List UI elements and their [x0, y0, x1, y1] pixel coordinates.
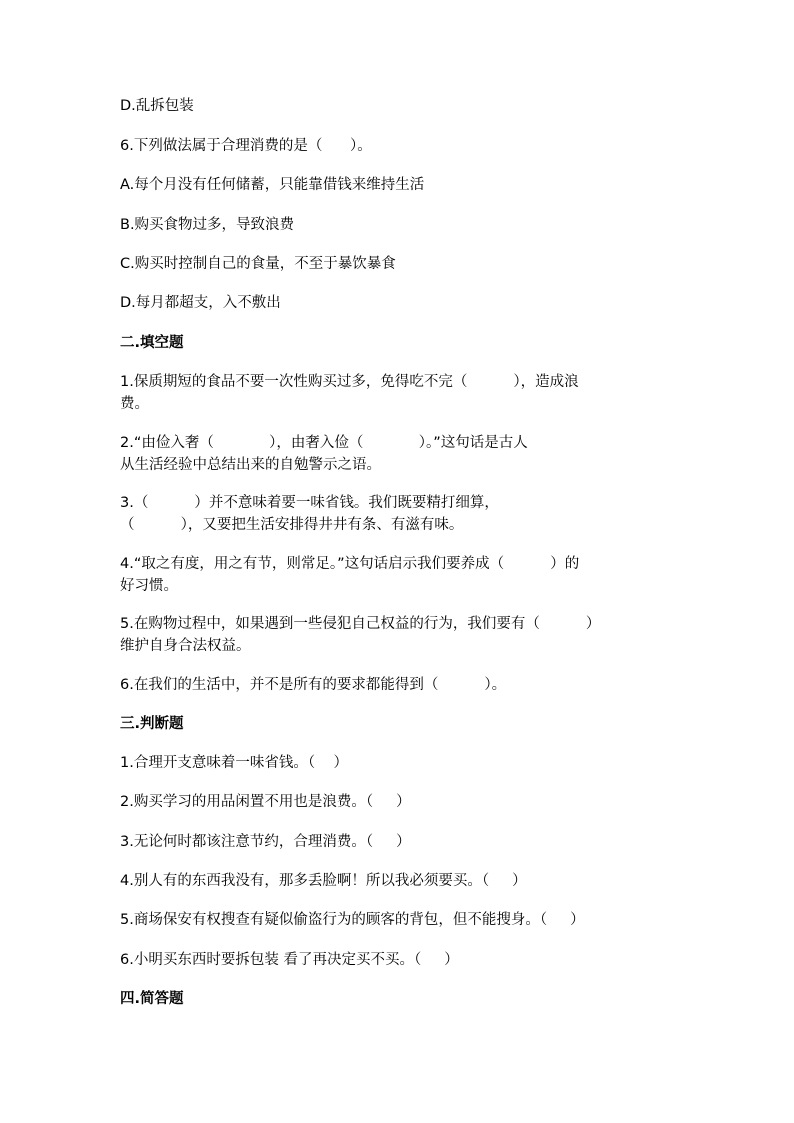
fill-question-1-line-1: 1.保质期短的食品不要一次性购买过多，免得吃不完（ ），造成浪 [120, 374, 579, 390]
fill-question-5-line-2: 维护自身合法权益。 [120, 638, 251, 654]
fill-question-3-line-2: （ ），又要把生活安排得井井有条、有滋有味。 [120, 517, 464, 533]
judge-question-1: 1.合理开支意味着一味省钱。（ ） [120, 755, 349, 771]
option-6-d: D.每月都超支，入不敷出 [120, 295, 281, 311]
fill-question-3-line-1: 3.（ ）并不意味着要一味省钱。我们既要精打细算， [120, 495, 499, 511]
section-heading-fill-blank: 二.填空题 [120, 335, 184, 351]
judge-question-2: 2.购买学习的用品闲置不用也是浪费。（ ） [120, 794, 411, 810]
fill-question-2-line-1: 2.“由俭入奢（ ），由奢入俭（ ）。”这句话是古人 [120, 435, 528, 451]
option-6-prev-d: D.乱拆包装 [120, 98, 194, 114]
section-heading-short-answer: 四.简答题 [120, 991, 184, 1007]
judge-question-4: 4.别人有的东西我没有，那多丢脸啊！所以我必须要买。（ ） [120, 873, 527, 889]
section-heading-true-false: 三.判断题 [120, 716, 184, 732]
fill-question-4-line-1: 4.“取之有度，用之有节，则常足。”这句话启示我们要养成（ ）的 [120, 556, 580, 572]
fill-question-1-line-2: 费。 [120, 396, 149, 412]
fill-question-6: 6.在我们的生活中，并不是所有的要求都能得到（ ）。 [120, 677, 507, 693]
fill-question-4-line-2: 好习惯。 [120, 578, 178, 594]
question-choice-6: 6.下列做法属于合理消费的是（ ）。 [120, 138, 372, 154]
judge-question-5: 5.商场保安有权搜查有疑似偷盗行为的顾客的背包，但不能搜身。（ ） [120, 912, 585, 928]
option-6-b: B.购买食物过多，导致浪费 [120, 217, 295, 233]
judge-question-3: 3.无论何时都该注意节约，合理消费。（ ） [120, 834, 411, 850]
fill-question-2-line-2: 从生活经验中总结出来的自勉警示之语。 [120, 457, 381, 473]
judge-question-6: 6.小明买东西时要拆包装 看了再决定买不买。（ ） [120, 952, 459, 968]
option-6-c: C.购买时控制自己的食量，不至于暴饮暴食 [120, 256, 396, 272]
fill-question-5-line-1: 5.在购物过程中，如果遇到一些侵犯自己权益的行为，我们要有（ ） [120, 616, 601, 632]
option-6-a: A.每个月没有任何储蓄，只能靠借钱来维持生活 [120, 177, 425, 193]
